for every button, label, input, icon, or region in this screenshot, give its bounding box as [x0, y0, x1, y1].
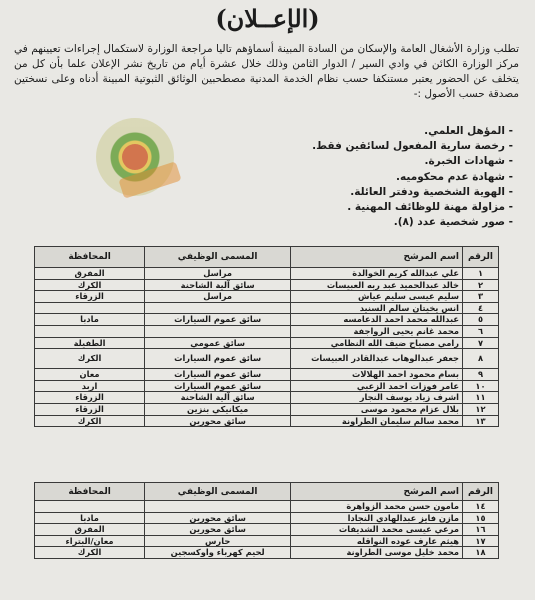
- requirement-item: - المؤهل العلمي.: [153, 124, 513, 139]
- cell-job: مراسل: [145, 291, 291, 303]
- cell-governorate: مادبا: [35, 314, 145, 326]
- table-row: [35, 302, 499, 314]
- cell-number: ١٠: [463, 380, 499, 392]
- cell-governorate: معان/البتراء: [35, 535, 145, 547]
- cell-number: ١٧: [463, 535, 499, 547]
- table-row: [35, 547, 499, 559]
- cell-number: ١١: [463, 392, 499, 404]
- cell-number: ١٣: [463, 415, 499, 427]
- cell-job: سائق محورين: [145, 415, 291, 427]
- cell-job: سائق عموم السيارات: [145, 314, 291, 326]
- cell-name: هيثم عارف عوده النواقله: [291, 535, 463, 547]
- cell-job: [145, 501, 291, 513]
- announcement-title: (الإعــلان): [215, 4, 320, 33]
- cell-name: بلال عزام محمود موسى: [291, 403, 463, 415]
- table-row: [35, 369, 499, 381]
- col-header-number: الرقم: [463, 247, 499, 268]
- table-row: [35, 415, 499, 427]
- cell-number: ١٤: [463, 501, 499, 513]
- candidates-table-2: [34, 482, 499, 559]
- cell-name: سليم عيسى سليم عياش: [291, 291, 463, 303]
- cell-job: سائق آلية الشاحنة: [145, 392, 291, 404]
- cell-governorate: الطفيلة: [35, 337, 145, 349]
- cell-number: ١٥: [463, 512, 499, 524]
- cell-job: [145, 302, 291, 314]
- col-header-number: الرقم: [463, 483, 499, 501]
- cell-governorate: [35, 325, 145, 337]
- table-row: [35, 392, 499, 404]
- requirement-item: - شهادات الخبرة.: [153, 154, 513, 169]
- cell-governorate: الكرك: [35, 349, 145, 369]
- col-header-name: اسم المرشح: [291, 483, 463, 501]
- col-header-name: اسم المرشح: [291, 247, 463, 268]
- table-row: [35, 337, 499, 349]
- table-row: [35, 380, 499, 392]
- cell-job: سائق آلية الشاحنة: [145, 279, 291, 291]
- cell-job: سائق عموم السيارات: [145, 380, 291, 392]
- cell-governorate: الزرقاء: [35, 291, 145, 303]
- col-header-job: المسمى الوظيفي: [145, 483, 291, 501]
- cell-name: عبدالله محمد احمد الدعامسه: [291, 314, 463, 326]
- cell-job: ميكانيكي بنزين: [145, 403, 291, 415]
- cell-governorate: معان: [35, 369, 145, 381]
- cell-job: [145, 325, 291, 337]
- cell-number: ٧: [463, 337, 499, 349]
- table-row: [35, 268, 499, 280]
- table-row: [35, 349, 499, 369]
- cell-name: انس يخيتان سالم السنيد: [291, 302, 463, 314]
- table-row: [35, 403, 499, 415]
- requirement-item: - شهادة عدم محكوميه.: [153, 170, 513, 185]
- cell-governorate: الكرك: [35, 279, 145, 291]
- cell-name: عامر فوزات احمد الزعبي: [291, 380, 463, 392]
- cell-number: ١: [463, 268, 499, 280]
- announcement-intro: تطلب وزارة الأشغال العامة والإسكان من السادة المبينة أسماؤهم تاليا مراجعة الوزارة لاستكمال إجراءات تعيينهم في مركز الوزارة الكائن في وادي السير / الدوار الثامن وذلك خلال عشرة أيام من تاريخ نشر الإعلان علما بأن كل من يتخلف عن الحضور يعتبر مستنكفا حسب نظام الخدمة المدنية مصطحبين الوثائق الثبوتية المبينة أدناه وعلى نسختين مصدقة حسب الأصول :-: [14, 43, 519, 100]
- candidates-table-1: [34, 246, 499, 427]
- table-header-row: [35, 247, 499, 268]
- cell-name: خالد عبدالحميد عبد ربه العبيسات: [291, 279, 463, 291]
- cell-number: ٣: [463, 291, 499, 303]
- table-row: [35, 501, 499, 513]
- col-header-governorate: المحافظة: [35, 247, 145, 268]
- requirement-item: - صور شخصية عدد (٨).: [153, 215, 513, 230]
- cell-name: محمد سالم سليمان الطراونة: [291, 415, 463, 427]
- cell-name: رامي مصباح ضيف الله النظامي: [291, 337, 463, 349]
- cell-job: سائق عموم السيارات: [145, 369, 291, 381]
- requirements-list: [153, 124, 513, 230]
- cell-governorate: المفرق: [35, 524, 145, 536]
- cell-number: ١٦: [463, 524, 499, 536]
- cell-name: محمد غانم يحيى الرواجفة: [291, 325, 463, 337]
- table-row: [35, 291, 499, 303]
- cell-name: بسام محمود احمد الهلالات: [291, 369, 463, 381]
- cell-job: لحيم كهرباء واوكسجين: [145, 547, 291, 559]
- cell-name: علي عبدالله كريم الخوالدة: [291, 268, 463, 280]
- requirement-item: - مزاولة مهنة للوظائف المهنية .: [153, 200, 513, 215]
- cell-number: ١٨: [463, 547, 499, 559]
- cell-governorate: الكرك: [35, 547, 145, 559]
- table-row: [35, 524, 499, 536]
- cell-name: مازن فايز عبدالهادي النجادا: [291, 512, 463, 524]
- cell-governorate: الزرقاء: [35, 392, 145, 404]
- col-header-governorate: المحافظة: [35, 483, 145, 501]
- cell-job: حارس: [145, 535, 291, 547]
- cell-job: سائق محورين: [145, 512, 291, 524]
- cell-number: ٥: [463, 314, 499, 326]
- cell-name: مرعي عيسى محمد الشديفات: [291, 524, 463, 536]
- table-row: [35, 325, 499, 337]
- requirement-item: - الهوية الشخصية ودفتر العائلة.: [153, 185, 513, 200]
- cell-job: سائق محورين: [145, 524, 291, 536]
- cell-governorate: [35, 501, 145, 513]
- cell-name: اشرف زياد يوسف النجار: [291, 392, 463, 404]
- cell-number: ٢: [463, 279, 499, 291]
- cell-governorate: الكرك: [35, 415, 145, 427]
- cell-name: محمد خليل موسى الطراونة: [291, 547, 463, 559]
- cell-number: ٩: [463, 369, 499, 381]
- table-row: [35, 279, 499, 291]
- table-header-row: [35, 483, 499, 501]
- cell-job: مراسل: [145, 268, 291, 280]
- cell-number: ٤: [463, 302, 499, 314]
- cell-governorate: المفرق: [35, 268, 145, 280]
- cell-governorate: مادبا: [35, 512, 145, 524]
- requirement-item: - رخصة سارية المفعول لسائقين فقط.: [153, 139, 513, 154]
- table-row: [35, 535, 499, 547]
- cell-number: ١٢: [463, 403, 499, 415]
- cell-number: ٨: [463, 349, 499, 369]
- cell-name: جعفر عبدالوهاب عبدالقادر العبيسات: [291, 349, 463, 369]
- col-header-job: المسمى الوظيفي: [145, 247, 291, 268]
- table-row: [35, 512, 499, 524]
- cell-governorate: [35, 302, 145, 314]
- table-row: [35, 314, 499, 326]
- cell-job: سائق عموم السيارات: [145, 349, 291, 369]
- cell-governorate: اربد: [35, 380, 145, 392]
- cell-governorate: الزرقاء: [35, 403, 145, 415]
- cell-number: ٦: [463, 325, 499, 337]
- cell-job: سائق عمومي: [145, 337, 291, 349]
- cell-name: مامون حسن محمد الزواهرة: [291, 501, 463, 513]
